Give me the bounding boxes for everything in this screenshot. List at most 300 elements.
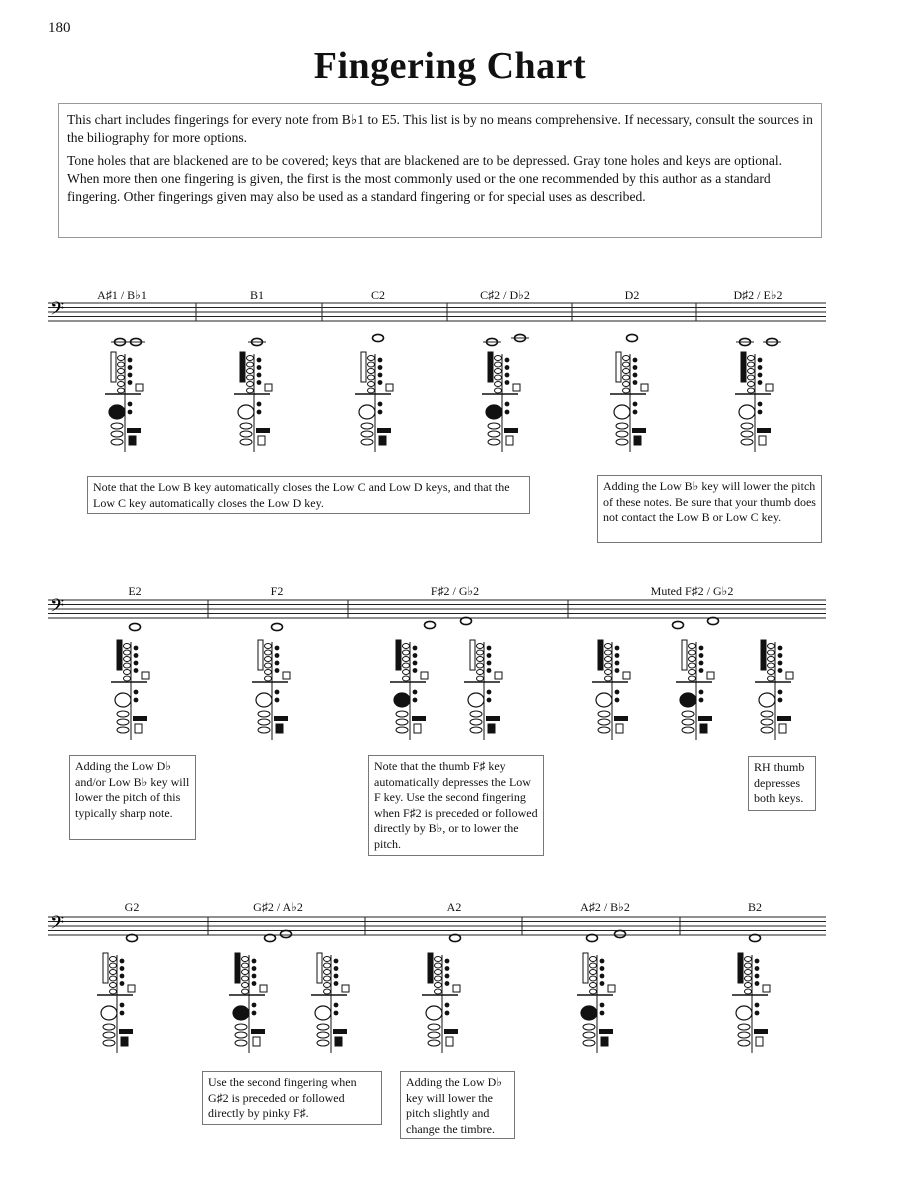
note-label: D♯2 / E♭2	[733, 288, 783, 302]
tone-hole	[324, 976, 331, 981]
tone-hole	[103, 1040, 115, 1046]
thumb-key	[488, 352, 493, 382]
key-dot	[128, 402, 133, 407]
key-dot	[334, 1011, 339, 1016]
key-plate	[412, 716, 426, 721]
tone-hole	[745, 983, 752, 988]
tone-hole	[403, 650, 410, 655]
tone-hole	[495, 382, 502, 387]
intro-paragraph-2: Tone holes that are blackened are to be covered; keys that are blackened are to be depressed. Gray tone holes and keys are optional. When more then one fingering is given, the first is the most commonly used or the one recommended by this author as a standard fingering. Other fingerings given may also be used as a standard fingering or for special uses as described.	[67, 153, 783, 204]
key-plate	[283, 672, 290, 679]
tone-hole	[583, 1040, 595, 1046]
tone-hole	[242, 989, 249, 994]
note-label: F2	[270, 584, 284, 598]
key-dot	[600, 974, 605, 979]
tone-hole	[324, 989, 331, 994]
tone-hole	[488, 431, 500, 437]
whole-note	[708, 617, 719, 624]
key-dot	[120, 981, 125, 986]
key-dot	[252, 981, 257, 986]
key-dot	[778, 690, 783, 695]
note-label: G2	[124, 900, 140, 914]
key-dot	[275, 653, 280, 658]
tone-hole	[240, 423, 252, 429]
tone-hole	[748, 375, 755, 380]
key-dot	[334, 959, 339, 964]
tone-hole	[103, 1032, 115, 1038]
key-dot	[758, 373, 763, 378]
whole-note	[461, 617, 472, 624]
key-dot	[134, 653, 139, 658]
key-plate	[634, 436, 641, 445]
key-plate	[777, 716, 791, 721]
tone-hole	[256, 693, 272, 707]
tone-hole	[233, 1006, 249, 1020]
key-dot	[755, 981, 760, 986]
key-dot	[600, 981, 605, 986]
key-dot	[120, 959, 125, 964]
tone-hole	[235, 1024, 247, 1030]
tone-hole	[118, 382, 125, 387]
key-plate	[754, 1029, 768, 1034]
key-dot	[413, 646, 418, 651]
key-dot	[487, 690, 492, 695]
tone-hole	[605, 663, 612, 668]
tone-hole	[623, 382, 630, 387]
tone-hole	[738, 1040, 750, 1046]
tone-hole	[247, 362, 254, 367]
note-box: Use the second fingering when G♯2 is preceded or followed directly by pinky F♯.	[202, 1071, 382, 1125]
tone-hole	[403, 657, 410, 662]
tone-hole	[247, 356, 254, 361]
key-plate	[121, 1037, 128, 1046]
tone-hole	[748, 356, 755, 361]
key-dot	[487, 661, 492, 666]
key-plate	[265, 384, 272, 391]
tone-hole	[242, 983, 249, 988]
tone-hole	[583, 1032, 595, 1038]
key-dot	[128, 365, 133, 370]
thumb-key	[235, 953, 240, 983]
tone-hole	[118, 388, 125, 393]
tone-hole	[616, 423, 628, 429]
tone-hole	[470, 711, 482, 717]
tone-hole	[605, 676, 612, 681]
tone-hole	[689, 657, 696, 662]
tone-hole	[768, 670, 775, 675]
tone-hole	[748, 388, 755, 393]
tone-hole	[265, 657, 272, 662]
tone-hole	[403, 663, 410, 668]
key-dot	[334, 981, 339, 986]
key-plate	[414, 724, 421, 733]
key-dot	[633, 373, 638, 378]
key-dot	[257, 365, 262, 370]
key-dot	[257, 373, 262, 378]
tone-hole	[761, 711, 773, 717]
thumb-key	[682, 640, 687, 670]
key-plate	[506, 436, 513, 445]
key-dot	[600, 1003, 605, 1008]
thumb-key	[103, 953, 108, 983]
key-plate	[133, 716, 147, 721]
tone-hole	[368, 388, 375, 393]
key-dot	[378, 402, 383, 407]
key-plate	[766, 384, 773, 391]
tone-hole	[477, 676, 484, 681]
key-dot	[275, 661, 280, 666]
tone-hole	[468, 693, 484, 707]
key-plate	[421, 672, 428, 679]
key-dot	[758, 402, 763, 407]
tone-hole	[623, 375, 630, 380]
key-plate	[276, 724, 283, 733]
tone-hole	[235, 1040, 247, 1046]
thumb-key	[111, 352, 116, 382]
key-plate	[119, 1029, 133, 1034]
tone-hole	[265, 676, 272, 681]
tone-hole	[324, 983, 331, 988]
tone-hole	[428, 1040, 440, 1046]
whole-note	[750, 934, 761, 941]
tone-hole	[368, 356, 375, 361]
key-dot	[257, 402, 262, 407]
key-dot	[758, 380, 763, 385]
key-dot	[615, 668, 620, 673]
tone-hole	[495, 356, 502, 361]
key-dot	[615, 653, 620, 658]
key-plate	[756, 1037, 763, 1046]
tone-hole	[109, 405, 125, 419]
key-plate	[608, 985, 615, 992]
thumb-key	[470, 640, 475, 670]
whole-note	[627, 334, 638, 341]
tone-hole	[317, 1040, 329, 1046]
key-dot	[378, 365, 383, 370]
tone-hole	[368, 375, 375, 380]
tone-hole	[403, 670, 410, 675]
key-dot	[445, 959, 450, 964]
key-dot	[755, 1003, 760, 1008]
key-dot	[505, 410, 510, 415]
tone-hole	[361, 431, 373, 437]
tone-hole	[124, 670, 131, 675]
key-dot	[134, 668, 139, 673]
key-dot	[334, 966, 339, 971]
tone-hole	[623, 362, 630, 367]
whole-note	[587, 934, 598, 941]
key-dot	[487, 698, 492, 703]
tone-hole	[247, 388, 254, 393]
key-dot	[252, 974, 257, 979]
tone-hole	[605, 644, 612, 649]
note-box: Adding the Low D♭ and/or Low B♭ key will lower the pitch of this typically sharp note.	[69, 755, 196, 840]
key-dot	[615, 690, 620, 695]
key-dot	[615, 646, 620, 651]
key-plate	[616, 724, 623, 733]
key-dot	[445, 974, 450, 979]
key-plate	[444, 1029, 458, 1034]
tone-hole	[124, 657, 131, 662]
key-dot	[755, 959, 760, 964]
tone-hole	[590, 983, 597, 988]
tone-hole	[435, 963, 442, 968]
key-dot	[445, 1003, 450, 1008]
key-plate	[135, 724, 142, 733]
key-dot	[257, 410, 262, 415]
tone-hole	[117, 711, 129, 717]
note-label: E2	[128, 584, 142, 598]
key-dot	[445, 1011, 450, 1016]
tone-hole	[242, 957, 249, 962]
thumb-key	[117, 640, 122, 670]
key-plate	[274, 716, 288, 721]
note-label: A♯1 / B♭1	[97, 288, 147, 302]
tone-hole	[258, 711, 270, 717]
tone-hole	[361, 439, 373, 445]
tone-hole	[748, 362, 755, 367]
tone-hole	[590, 963, 597, 968]
tone-hole	[590, 976, 597, 981]
tone-hole	[110, 983, 117, 988]
tone-hole	[495, 375, 502, 380]
key-dot	[445, 981, 450, 986]
key-plate	[333, 1029, 347, 1034]
note-label: D2	[624, 288, 640, 302]
whole-note	[265, 934, 276, 941]
tone-hole	[689, 676, 696, 681]
tone-hole	[623, 369, 630, 374]
tone-hole	[258, 719, 270, 725]
tone-hole	[110, 963, 117, 968]
tone-hole	[598, 711, 610, 717]
key-dot	[334, 974, 339, 979]
tone-hole	[394, 693, 410, 707]
key-dot	[257, 380, 262, 385]
key-dot	[120, 966, 125, 971]
tone-hole	[110, 970, 117, 975]
tone-hole	[110, 976, 117, 981]
bass-clef-icon: 𝄢	[50, 299, 65, 324]
key-plate	[258, 436, 265, 445]
thumb-key	[396, 640, 401, 670]
key-dot	[487, 668, 492, 673]
tone-hole	[768, 676, 775, 681]
key-plate	[707, 672, 714, 679]
tone-hole	[623, 356, 630, 361]
tone-hole	[768, 657, 775, 662]
key-plate	[386, 384, 393, 391]
note-label: A2	[446, 900, 462, 914]
key-dot	[378, 373, 383, 378]
note-box: Adding the Low D♭ key will lower the pitch slightly and change the timbre.	[400, 1071, 515, 1139]
tone-hole	[495, 369, 502, 374]
tone-hole	[470, 719, 482, 725]
key-dot	[600, 1011, 605, 1016]
tone-hole	[115, 693, 131, 707]
note-box: RH thumb depresses both keys.	[748, 756, 816, 811]
key-dot	[778, 698, 783, 703]
tone-hole	[590, 957, 597, 962]
key-dot	[134, 646, 139, 651]
tone-hole	[738, 1032, 750, 1038]
note-box: Adding the Low B♭ key will lower the pitch of these notes. Be sure that your thumb does not contact the Low B or Low C key.	[597, 475, 822, 543]
key-dot	[413, 661, 418, 666]
key-dot	[758, 365, 763, 370]
key-dot	[275, 690, 280, 695]
key-dot	[699, 668, 704, 673]
key-dot	[134, 661, 139, 666]
key-dot	[252, 1011, 257, 1016]
tone-hole	[682, 711, 694, 717]
whole-note	[373, 334, 384, 341]
key-dot	[378, 410, 383, 415]
key-plate	[335, 1037, 342, 1046]
tone-hole	[435, 970, 442, 975]
tone-hole	[242, 963, 249, 968]
tone-hole	[247, 375, 254, 380]
tone-hole	[477, 663, 484, 668]
tone-hole	[488, 423, 500, 429]
tone-hole	[616, 431, 628, 437]
key-dot	[120, 974, 125, 979]
whole-note	[281, 930, 292, 937]
tone-hole	[103, 1024, 115, 1030]
key-dot	[252, 1003, 257, 1008]
key-plate	[700, 724, 707, 733]
tone-hole	[258, 727, 270, 733]
tone-hole	[265, 650, 272, 655]
thumb-key	[317, 953, 322, 983]
tone-hole	[118, 369, 125, 374]
tone-hole	[111, 431, 123, 437]
key-dot	[755, 966, 760, 971]
thumb-key	[738, 953, 743, 983]
tone-hole	[111, 439, 123, 445]
key-plate	[599, 1029, 613, 1034]
key-plate	[632, 428, 646, 433]
tone-hole	[361, 423, 373, 429]
tone-hole	[741, 439, 753, 445]
key-dot	[758, 358, 763, 363]
whole-note	[272, 623, 283, 630]
key-dot	[699, 646, 704, 651]
page-title: Fingering Chart	[313, 45, 587, 87]
tone-hole	[605, 657, 612, 662]
key-plate	[779, 724, 786, 733]
key-dot	[505, 358, 510, 363]
note-label: C♯2 / D♭2	[480, 288, 530, 302]
tone-hole	[745, 963, 752, 968]
tone-hole	[682, 727, 694, 733]
tone-hole	[324, 957, 331, 962]
key-dot	[755, 974, 760, 979]
key-plate	[260, 985, 267, 992]
tone-hole	[118, 362, 125, 367]
tone-hole	[317, 1024, 329, 1030]
key-dot	[778, 668, 783, 673]
tone-hole	[324, 970, 331, 975]
key-dot	[120, 1003, 125, 1008]
key-dot	[128, 373, 133, 378]
key-dot	[778, 653, 783, 658]
tone-hole	[435, 983, 442, 988]
tone-hole	[368, 369, 375, 374]
tone-hole	[240, 431, 252, 437]
tone-hole	[477, 650, 484, 655]
key-dot	[633, 410, 638, 415]
whole-note	[425, 621, 436, 628]
tone-hole	[590, 970, 597, 975]
tone-hole	[247, 369, 254, 374]
tone-hole	[616, 439, 628, 445]
tone-hole	[598, 719, 610, 725]
tone-hole	[124, 644, 131, 649]
key-plate	[614, 716, 628, 721]
tone-hole	[689, 644, 696, 649]
key-dot	[633, 358, 638, 363]
note-box: Note that the thumb F♯ key automatically depresses the Low F key. Use the second fingering when F♯2 is preceded or followed directly by B♭, or to lower the pitch.	[368, 755, 544, 856]
key-dot	[275, 668, 280, 673]
key-plate	[253, 1037, 260, 1046]
key-dot	[445, 966, 450, 971]
tone-hole	[426, 1006, 442, 1020]
note-label: B1	[249, 288, 264, 302]
key-plate	[142, 672, 149, 679]
thumb-key	[598, 640, 603, 670]
tone-hole	[745, 957, 752, 962]
whole-note	[615, 930, 626, 937]
tone-hole	[768, 644, 775, 649]
tone-hole	[736, 1006, 752, 1020]
tone-hole	[101, 1006, 117, 1020]
thumb-key	[258, 640, 263, 670]
tone-hole	[247, 382, 254, 387]
key-dot	[699, 698, 704, 703]
key-dot	[413, 698, 418, 703]
tone-hole	[124, 676, 131, 681]
tone-hole	[315, 1006, 331, 1020]
tone-hole	[242, 976, 249, 981]
key-dot	[505, 380, 510, 385]
tone-hole	[477, 670, 484, 675]
key-plate	[453, 985, 460, 992]
tone-hole	[689, 663, 696, 668]
key-dot	[334, 1003, 339, 1008]
tone-hole	[605, 650, 612, 655]
key-dot	[505, 402, 510, 407]
whole-note	[673, 621, 684, 628]
key-dot	[487, 653, 492, 658]
tone-hole	[118, 375, 125, 380]
tone-hole	[265, 670, 272, 675]
tone-hole	[741, 423, 753, 429]
key-plate	[698, 716, 712, 721]
tone-hole	[581, 1006, 597, 1020]
key-plate	[763, 985, 770, 992]
tone-hole	[235, 1032, 247, 1038]
tone-hole	[614, 405, 630, 419]
key-dot	[413, 690, 418, 695]
note-label: F♯2 / G♭2	[430, 584, 480, 598]
key-plate	[623, 672, 630, 679]
tone-hole	[124, 650, 131, 655]
key-dot	[699, 690, 704, 695]
intro-paragraph-1: This chart includes fingerings for every note from B♭1 to E5. This list is by no means comprehensive. If necessary, consult the sources in the biliography for more options.	[67, 112, 813, 145]
tone-hole	[738, 1024, 750, 1030]
tone-hole	[435, 989, 442, 994]
tone-hole	[368, 362, 375, 367]
